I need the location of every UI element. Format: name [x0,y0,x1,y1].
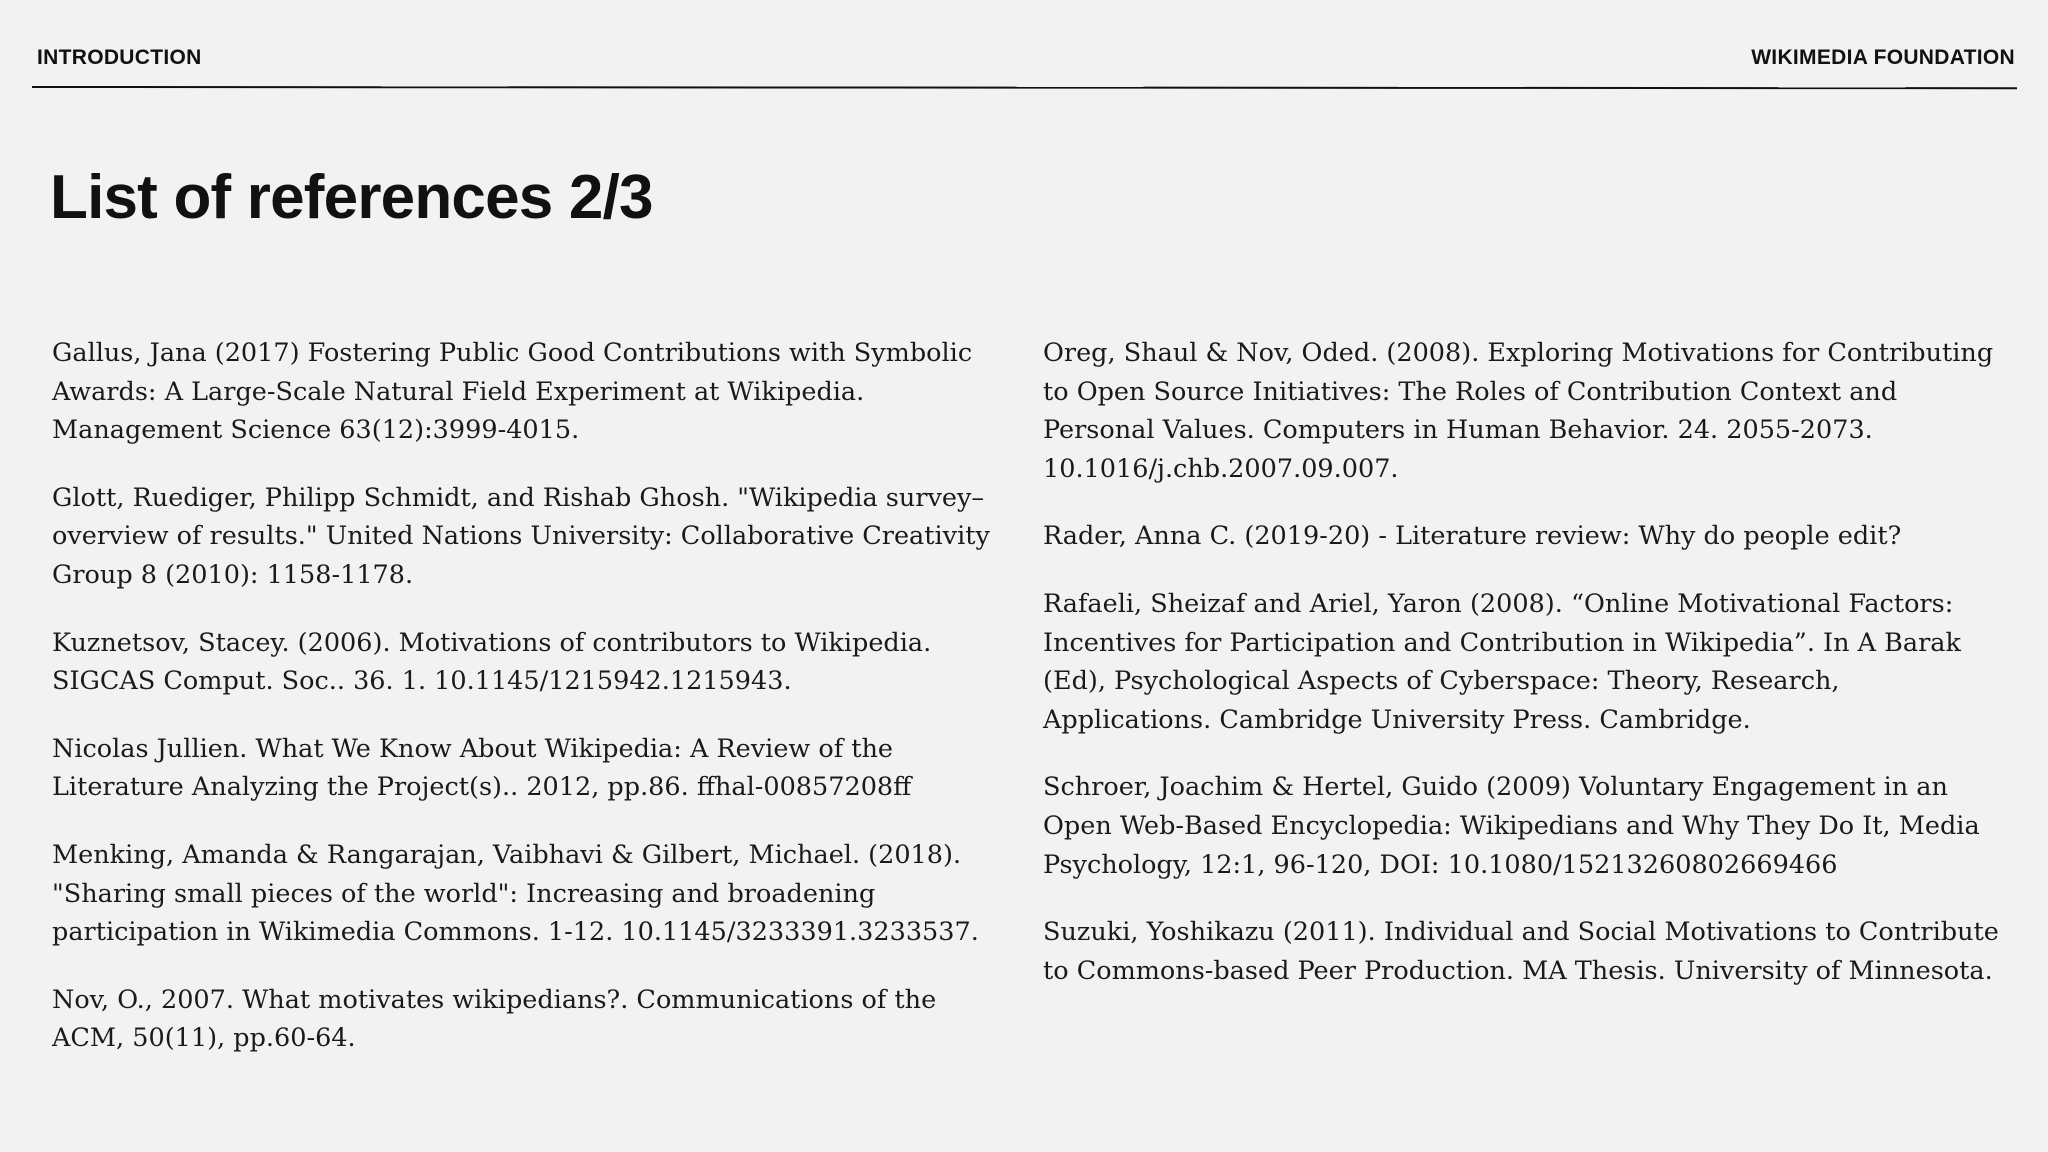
reference-item: Schroer, Joachim & Hertel, Guido (2009) Voluntary Engagement in an Open Web-Based Encyclopedia: Wikipedians and Why They Do It, Media Psychology, 12:1, 96-120, DOI: 10.1080/15213260802669466 [1043,772,1980,880]
section-label: INTRODUCTION [37,46,202,69]
page-title: List of references 2/3 [50,163,653,232]
reference-item: Kuznetsov, Stacey. (2006). Motivations of contributors to Wikipedia. SIGCAS Comput. Soc.. 36. 1. 10.1145/1215942.1215943. [52,627,932,697]
reference-item: Nov, O., 2007. What motivates wikipedians?. Communications of the ACM, 50(11), pp.60-64. [52,984,937,1054]
reference-item: Menking, Amanda & Rangarajan, Vaibhavi & Gilbert, Michael. (2018). "Sharing small pieces of the world": Increasing and broadening participation in Wikimedia Commons. 1-12. 10.1145/3233391.3233537. [52,839,979,948]
reference-item: Rader, Anna C. (2019-20) - Literature review: Why do people edit? [1043,521,1902,552]
references-column-left [52,334,1002,1087]
reference-item: Gallus, Jana (2017) Fostering Public Good Contributions with Symbolic Awards: A Large-Scale Natural Field Experiment at Wikipedia. Management Science 63(12):3999-4015. [52,338,973,446]
organization-label: WIKIMEDIA FOUNDATION [1751,46,2015,69]
reference-item: Glott, Ruediger, Philipp Schmidt, and Rishab Ghosh. "Wikipedia survey–overview of results." United Nations University: Collaborative Creativity Group 8 (2010): 1158-1178. [52,482,990,590]
reference-item: Rafaeli, Sheizaf and Ariel, Yaron (2008). “Online Motivational Factors: Incentives for Participation and Contribution in Wikipedia”. In A Barak (Ed), Psychological Aspects of Cyberspace: Theory, Research, Applications. Cambridge University Press. Cambridge. [1043,588,1961,735]
reference-item: Suzuki, Yoshikazu (2011). Individual and Social Motivations to Contribute to Commons-based Peer Production. MA Thesis. University of Minnesota. [1043,917,1999,986]
references-column-right [1043,334,2003,1019]
reference-item: Nicolas Jullien. What We Know About Wikipedia: A Review of the Literature Analyzing the Project(s).. 2012, pp.86. ffhal-00857208ff [52,733,912,803]
reference-item: Oreg, Shaul & Nov, Oded. (2008). Exploring Motivations for Contributing to Open Source Initiatives: The Roles of Contribution Context and Personal Values. Computers in Human Behavior. 24. 2055-2073. 10.1016/j.chb.2007.09.007. [1043,338,1994,484]
header-divider [32,86,2017,89]
